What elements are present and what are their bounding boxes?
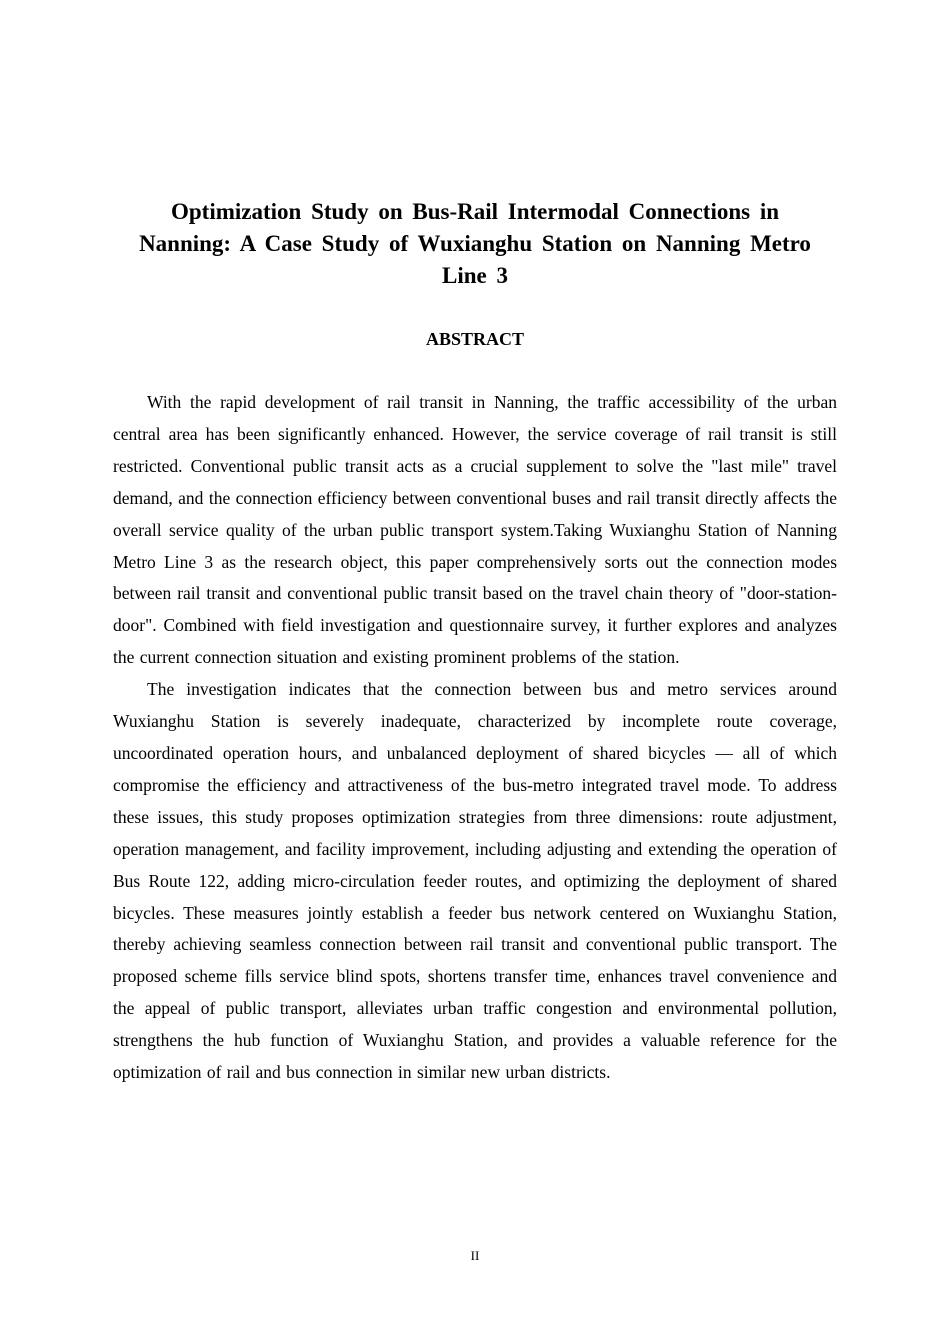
abstract-paragraph-2: The investigation indicates that the connection between bus and metro services around Wuxianghu Station is severely inadequate, characterized by incomplete route coverage, uncoordinated operation hours, and unbalanced deployment of shared bicycles — all of which compromise the efficiency and attractiveness of the bus-metro integrated travel mode. To address these issues, this study proposes optimization strategies from three dimensions: route adjustment, operation management, and facility improvement, including adjusting and extending the operation of Bus Route 122, adding micro-circulation feeder routes, and optimizing the deployment of shared bicycles. These measures jointly establish a feeder bus network centered on Wuxianghu Station, thereby achieving seamless connection between rail transit and conventional public transport. The proposed scheme fills service blind spots, shortens transfer time, enhances travel convenience and the appeal of public transport, alleviates urban traffic congestion and environmental pollution, strengthens the hub function of Wuxianghu Station, and provides a valuable reference for the optimization of rail and bus connection in similar new urban districts.: [113, 679, 837, 1083]
page-number: II: [470, 1248, 480, 1263]
abstract-heading: ABSTRACT: [425, 329, 525, 349]
abstract-paragraph-1: With the rapid development of rail transit in Nanning, the traffic accessibility of the urban central area has been significantly enhanced. However, the service coverage of rail transit is still restricted. Conventional public transit acts as a crucial supplement to solve the "last mile" travel demand, and the connection efficiency between conventional buses and rail transit directly affects the overall service quality of the urban public transport system.Taking Wuxianghu Station of Nanning Metro Line 3 as the research object, this paper comprehensively sorts out the connection modes between rail transit and conventional public transit based on the travel chain theory of "door-station-door". Combined with field investigation and questionnaire survey, it further explores and analyzes the current connection situation and existing prominent problems of the station.: [113, 392, 837, 668]
paper-title: Optimization Study on Bus-Rail Intermodal Connections in Nanning: A Case Study of Wuxianghu Station on Nanning Metro Line 3: [139, 199, 811, 288]
abstract-body: [113, 387, 837, 1089]
